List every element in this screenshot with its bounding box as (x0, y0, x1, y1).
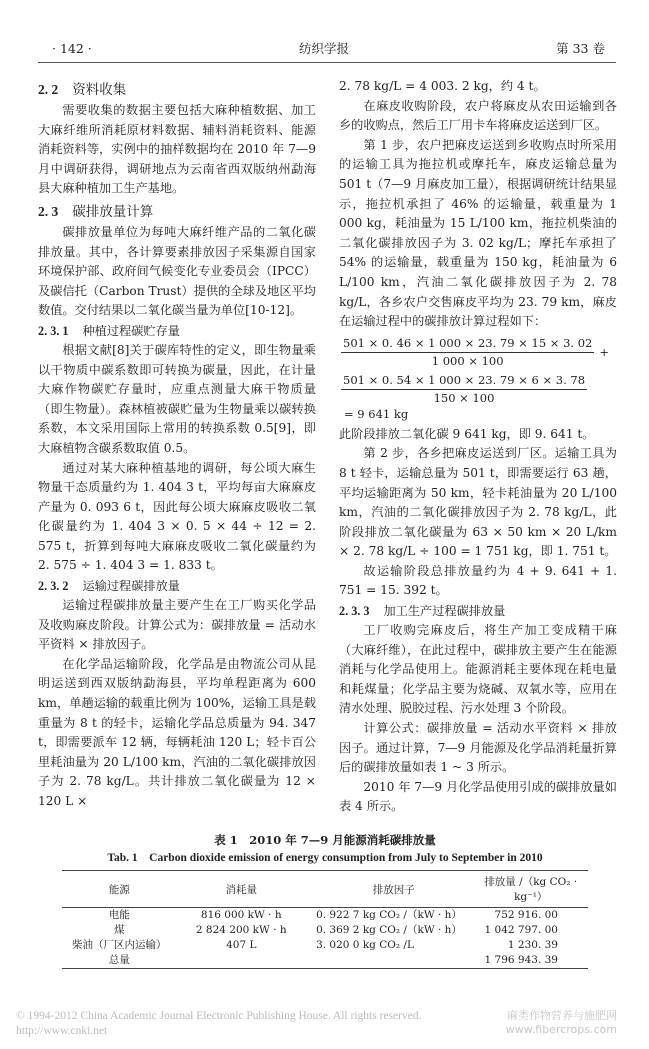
table-cell: 2 824 200 kW · h (195, 924, 287, 936)
paragraph: 在化学品运输阶段，化学品是由物流公司从昆明运送到西双版纳勐海县，平均单程距离为 600 km，单趟运输的载重比例为 100%，运输工具是载重量为 8 t 的轻卡，运输化学品总质量为 94. 347 t，即需要派车 12 辆，每辆耗油 120 L；轻卡百公里耗油量为 20 L/100 km，汽油的二氧化碳排放因子为 2. 78 kg/L。共计排放二氧化碳量为 12 × 120 L × (38, 656, 316, 808)
paragraph: 需要收集的数据主要包括大麻种植数据、加工大麻纤维所消耗原材料数据、辅料消耗资料、能源消耗资料等，实例中的抽样数据均在 2010 年 7—9 月中调研获得，调研地点为云南省西双版纳州勐海县大麻种植加工生产基地。 (38, 103, 316, 196)
paragraph: 计算公式：碳排放量 = 活动水平资料 × 排放因子。通过计算，7—9 月能源及化学品消耗量折算后的碳排放量如表 1 ~ 3 所示。 (339, 721, 617, 775)
table-row (62, 908, 588, 924)
table-cell: 752 916. 00 (494, 909, 558, 921)
paragraph: 第 2 步，各乡把麻皮运送到厂区。运输工具为 8 t 轻卡，运输总量为 501 t，即需要运行 63 趟，平均运输距离为 50 km，轻卡耗油量为 20 L/100 km，汽油的二氧化碳排放因子为 2. 78 kg/L，此阶段排放二氧化碳量为 63 × 50 km × 20 L/km × 2. 78 kg/L ÷ 100 = 1 751 kg，即 1. 751 t。 (339, 446, 617, 559)
formula-result: = 9 641 kg (344, 406, 409, 421)
body-columns (38, 77, 617, 817)
section-number: 2. 3 (38, 203, 59, 219)
section-number: 2. 2 (38, 82, 59, 97)
running-header (38, 40, 617, 58)
header-rule (38, 62, 616, 63)
paragraph: 2010 年 7—9 月化学品使用引成的碳排放量如表 4 所示。 (339, 779, 617, 814)
section-heading-2-3-2 (38, 576, 316, 596)
table-cell: 柴油（厂区内运输） (71, 939, 167, 951)
journal-name: 纺织学报 (298, 41, 349, 56)
table-cell: 1 042 797. 00 (484, 924, 558, 936)
numerator: 501 × 0. 54 × 1 000 × 23. 79 × 6 × 3. 78 (341, 372, 587, 390)
paragraph: 第 1 步，农户把麻皮运送到乡收购点时所采用的运输工具为拖拉机或摩托车，麻皮运输总量为 501 t（7—9 月麻皮加工量），根据调研统计结果显示，拖拉机承担了 46% 的运输量，载重量为 1 000 kg，耗油量为 15 L/100 km，拖拉机柴油的二氧化碳排放因子为 3. 02 kg/L；摩托车承担了 54% 的运输量，载重量为 150 kg，耗油量为 6 L/100 km，汽油二氧化碳排放因子为 2. 78 kg/L，各乡农户交售麻皮平均为 23. 79 km，麻皮在运输过程中的碳排放计算过程如下： (339, 137, 617, 329)
section-title: 运输过程碳排放量 (82, 579, 180, 594)
section-number: 2. 3. 3 (339, 604, 370, 619)
paragraph: 碳排放量单位为每吨大麻纤维产品的二氧化碳排放量。其中，各计算要素排放因子采集源自国家环境保护部、政府间气候变化专业委员会（IPCC）及碳信托（Carbon Trust）提供的全球及地区平均数值。交付结果以二氧化碳当量为单位[10-12]。 (38, 224, 316, 318)
section-heading-2-3 (38, 201, 316, 223)
table-row (62, 953, 588, 969)
paragraph: 通过对某大麻种植基地的调研，每公顷大麻生物量干态质量约为 1. 404 3 t，平均每亩大麻麻皮产量为 0. 093 6 t，因此每公顷大麻麻皮吸收二氧化碳量约为 1. 404 3 × 0. 5 × 44 ÷ 12 = 2. 575 t，折算到每吨大麻麻皮吸收二氧化碳量约为 2. 575 ÷ 1. 404 3 = 1. 833 t。 (38, 460, 316, 573)
copyright-footer: © 1994-2012 China Academic Journal Electronic Publishing House. All rights reserved. http://www.cnki.net (16, 1010, 436, 1037)
formula-line-1 (339, 335, 617, 369)
section-title: 种植过程碳贮存量 (82, 323, 180, 338)
paragraph: 运输过程碳排放量主要产生在工厂购买化学品及收购麻皮阶段。计算公式为：碳排放量 = 活动水平资料 × 排放因子。 (38, 598, 316, 652)
numerator: 501 × 0. 46 × 1 000 × 23. 79 × 15 × 3. 02 (341, 335, 594, 353)
section-heading-2-2 (38, 79, 316, 101)
denominator: 1 000 × 100 (431, 353, 504, 368)
formula-line-2 (339, 372, 617, 422)
paragraph: 根据文献[8]关于碳库特性的定义，即生物量乘以干物质中碳系数即可转换为碳量，因此，在计量大麻作物碳贮存量时，应重点测量大麻干物质量（即生物量）。森林植被碳贮量为生物量乘以碳转换系数，本文采用国际上常用的转换系数 0.5[9]，即大麻植物含碳系数取值 0.5。 (38, 342, 316, 455)
section-heading-2-3-3 (339, 601, 617, 621)
watermark-url: www.fibercrops.com (505, 1023, 617, 1036)
table-cell: 电能 (108, 909, 130, 921)
footer-row (16, 1009, 617, 1039)
right-column (339, 77, 617, 817)
section-heading-2-3-1 (38, 321, 316, 341)
table-cell (176, 953, 306, 969)
table-cell: 3. 020 0 kg CO₂ /L (316, 939, 414, 951)
table-header-row (62, 871, 588, 908)
table-caption-en: Tab. 1 Carbon dioxide emission of energy consumption from July to September in 2010 (107, 852, 543, 864)
watermark (506, 1009, 617, 1037)
operator: + (599, 344, 609, 359)
table-cell: 1 230. 39 (507, 939, 558, 951)
section-title: 碳排放量计算 (72, 203, 154, 220)
table-1 (62, 831, 588, 969)
fraction (341, 372, 587, 406)
column-header: 排放因子 (372, 883, 415, 896)
column-header: 能源 (108, 883, 130, 896)
table-cell: 0. 922 7 kg CO₂ /（kW · h） (316, 909, 462, 921)
paragraph: 此阶段排放二氧化碳 9 641 kg，即 9. 641 t。 (339, 426, 595, 441)
section-number: 2. 3. 2 (38, 579, 69, 594)
table-cell: 1 796 943. 39 (484, 954, 558, 966)
fraction (341, 335, 594, 369)
paragraph: 在麻皮收购阶段，农户将麻皮从农田运输到各乡的收购点，然后工厂用卡车将麻皮运送到厂区。 (339, 98, 617, 133)
paragraph: 故运输阶段总排放量约为 4 + 9. 641 + 1. 751 = 15. 392 t。 (339, 563, 617, 598)
volume-label: 第 33 卷 (556, 41, 605, 56)
column-header: 消耗量 (225, 883, 258, 896)
table-row (62, 923, 588, 938)
table-caption-cn: 表 1 2010 年 7—9 月能源消耗碳排放量 (214, 833, 436, 847)
table-cell: 煤 (113, 924, 125, 936)
table-cell: 407 L (226, 939, 257, 951)
page-number: · 142 · (52, 41, 92, 56)
section-title: 加工生产过程碳排放量 (383, 604, 506, 619)
left-column (38, 77, 316, 812)
watermark-text: 麻类作物营养与施肥网 (507, 1009, 617, 1022)
table-cell (306, 953, 473, 969)
table-cell: 总量 (108, 954, 130, 966)
paragraph: 2. 78 kg/L = 4 003. 2 kg，约 4 t。 (339, 79, 546, 93)
table-row (62, 938, 588, 953)
paragraph: 工厂收购完麻皮后，将生产加工变成精干麻（大麻纤维），在此过程中，碳排放主要产生在能源消耗与化学品使用上。能源消耗主要体现在耗电量和耗煤量；化学品主要为烧碱、双氧水等，应用在清水处理、脱胶过程、污水处理 3 个阶段。 (339, 623, 617, 716)
section-title: 资料收集 (72, 82, 127, 98)
column-header: 排放量 /（kg CO₂ · kg⁻¹） (484, 876, 578, 903)
table-cell: 816 000 kW · h (200, 909, 282, 921)
energy-emission-table (62, 870, 588, 969)
denominator: 150 × 100 (433, 390, 495, 405)
table-cell: 0. 369 2 kg CO₂ /（kW · h） (316, 924, 462, 936)
section-number: 2. 3. 1 (38, 323, 69, 338)
